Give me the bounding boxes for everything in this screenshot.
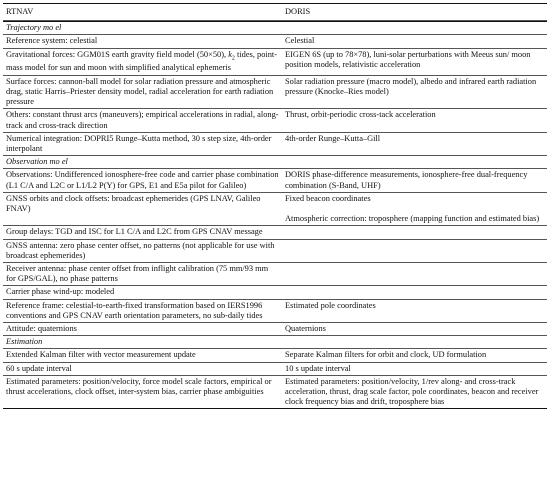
table-row: [3, 300, 547, 323]
table-row: [3, 49, 547, 76]
comparison-table: [3, 3, 547, 409]
bottom-rule: [3, 408, 547, 409]
cell-doris: [282, 226, 547, 238]
cell-doris: 10 s update interval: [285, 363, 351, 373]
table-body: [3, 22, 547, 408]
table-row: [3, 133, 547, 156]
table-row: [3, 363, 547, 376]
cell-doris: Quaternions: [285, 323, 326, 333]
table-row: [3, 169, 547, 192]
cell-doris: Solar radiation pressure (macro model), albedo and infrared earth radiation pressure (Knocke–Ries model): [285, 76, 537, 96]
cell-rtnav: Surface forces: cannon-ball model for solar radiation pressure and atmospheric drag, static Harris–Priester density model, radial acceleration for earth radiation pressure: [6, 76, 274, 107]
cell-doris: DORIS phase-difference measurements, ionosphere-free dual-frequency combination (S-Band, UHF): [285, 170, 528, 190]
cell-rtnav: Receiver antenna: phase center offset from inflight calibration (75 mm/93 mm for GPS/GAL), no phase patterns: [6, 263, 269, 284]
table-row: [3, 376, 547, 409]
header-col2: DORIS: [285, 7, 311, 16]
table-row: [3, 323, 547, 336]
cell-rtnav: Attitude: quaternions: [6, 323, 77, 333]
table-row: [3, 35, 547, 48]
section-title: Observation mo el: [6, 157, 68, 167]
section-title-row: [3, 22, 547, 35]
header-col1: RTNAV: [6, 7, 34, 16]
table-row: [3, 193, 547, 227]
section-title-row: [3, 156, 547, 169]
cell-doris: Estimated pole coordinates: [285, 300, 376, 310]
cell-rtnav: Numerical integration: DOPRI5 Runge–Kutta method, 30 s step size, 4th-order interpolant: [6, 133, 272, 153]
header-row: [3, 4, 547, 21]
cell-rtnav: Others: constant thrust arcs (maneuvers); empirical accelerations in radial, along-track and cross-track direction: [6, 110, 279, 130]
cell-doris: [282, 240, 547, 262]
cell-rtnav: Reference frame: celestial-to-earth-fixed transformation based on IERS1996 conventions and GPS CNAV earth orientation parameters, no sub-daily tides: [6, 300, 263, 320]
table-row: [3, 286, 547, 299]
cell-doris: Estimated parameters: position/velocity, 1/rev along- and cross-track acceleration, thrust, drag scale factor, pole coordinates, beacon and receiver clock frequency bias and drift, troposphere bias: [285, 376, 539, 407]
section-title: Estimation: [6, 337, 43, 347]
cell-rtnav: Observations: Undifferenced ionosphere-free code and carrier phase combination (L1 C/A and L2C or L1/L2 P(Y) for GPS, E1 and E5a pilot for Galileo): [6, 170, 279, 190]
cell-doris: Thrust, orbit-periodic cross-tack acceleration: [285, 110, 436, 120]
cell-doris: Separate Kalman filters for orbit and clock, UD formulation: [285, 350, 487, 360]
cell-rtnav: Estimated parameters: position/velocity, force model scale factors, empirical or thrust accelerations, clock offset, inter-system bias, carrier phase ambiguities: [6, 376, 272, 396]
table-row: [3, 240, 547, 263]
cell-rtnav: Extended Kalman filter with vector measurement update: [6, 350, 196, 360]
cell-doris: 4th-order Runge–Kutta–Gill: [285, 133, 381, 143]
cell-rtnav: Reference system: celestial: [6, 36, 98, 46]
cell-rtnav: Group delays: TGD and ISC for L1 C/A and L2C from GPS CNAV message: [6, 227, 263, 237]
cell-rtnav: Carrier phase wind-up: modeled: [6, 287, 115, 297]
table-row: [3, 349, 547, 362]
cell-rtnav: 60 s update interval: [6, 363, 72, 373]
table-row: [3, 109, 547, 132]
cell-doris: EIGEN 6S (up to 78×78), luni-solar perturbations with Meeus sun/ moon position models, relativistic acceleration: [285, 49, 531, 69]
cell-rtnav: Gravitational forces: GGM01S earth gravity field model (50×50), $k_2$ tides, point-mass model for sun and moon with simplified analytical ephemeris: [6, 49, 278, 73]
cell-doris: [282, 286, 547, 298]
section-title-row: [3, 336, 547, 349]
cell-doris: Fixed beacon coordinates Atmospheric correction: troposphere (mapping function and estimated bias): [285, 193, 540, 224]
table-row: [3, 76, 547, 110]
cell-doris: [282, 263, 547, 285]
table-row: [3, 226, 547, 239]
section-title: Trajectory mo el: [6, 23, 62, 33]
table-row: [3, 263, 547, 286]
cell-doris: Celestial: [285, 36, 315, 46]
cell-rtnav: GNSS orbits and clock offsets: broadcast ephemerides (GPS LNAV, Galileo FNAV): [6, 193, 261, 213]
cell-rtnav: GNSS antenna: zero phase center offset, no patterns (not applicable for use with broadcast ephemerides): [6, 240, 275, 260]
